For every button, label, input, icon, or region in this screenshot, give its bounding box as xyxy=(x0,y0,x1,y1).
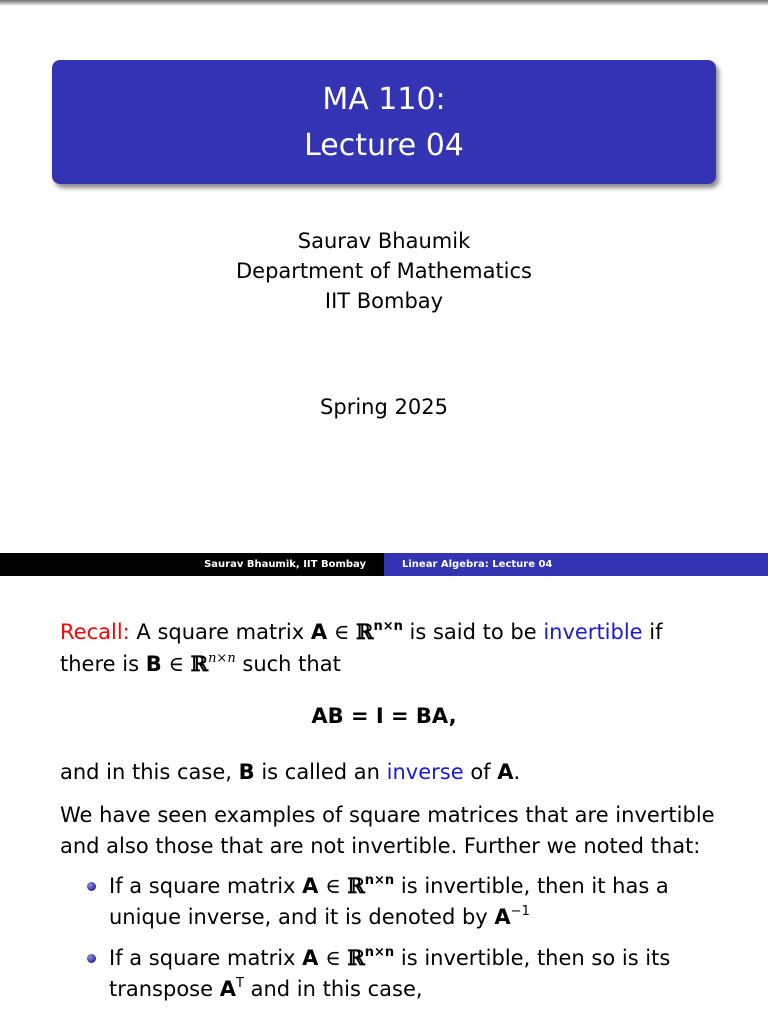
in-symbol: ∈ xyxy=(318,946,348,970)
matrix-a: A xyxy=(219,977,236,1001)
text: is called an xyxy=(254,760,387,784)
definition-paragraph xyxy=(60,616,720,680)
matrix-b: B xyxy=(145,652,162,676)
content-slide xyxy=(0,576,768,1024)
department: Department of Mathematics xyxy=(236,259,532,283)
title-line-1: MA 110: xyxy=(322,82,446,117)
dimension-bold: n×n xyxy=(373,619,403,634)
matrix-b: B xyxy=(238,760,255,784)
text: and in this case, xyxy=(60,760,239,784)
text: . xyxy=(513,760,521,784)
equation xyxy=(0,701,768,732)
invertible-term: invertible xyxy=(543,620,643,644)
text: and in this case, xyxy=(243,977,423,1001)
equation-text: AB = I = BA, xyxy=(311,704,457,728)
matrix-a: A xyxy=(310,620,328,644)
text: is invertible, then it has a unique inverse, and it is denoted by xyxy=(109,874,669,929)
matrix-a: A xyxy=(302,874,319,898)
reals-symbol: ℝ xyxy=(190,651,209,676)
inverse-superscript: −1 xyxy=(510,904,530,919)
footer-right: Linear Algebra: Lecture 04 xyxy=(384,553,768,576)
list-item xyxy=(60,942,720,1005)
reals-symbol: ℝ xyxy=(347,945,365,970)
in-symbol: ∈ xyxy=(327,620,356,644)
text: is said to be xyxy=(402,620,544,644)
title-box xyxy=(52,60,716,184)
in-symbol: ∈ xyxy=(318,874,348,898)
recall-label: Recall: xyxy=(60,620,130,644)
author-name: Saurav Bhaumik xyxy=(297,229,471,253)
author-block xyxy=(0,226,768,316)
title-line-2: Lecture 04 xyxy=(304,128,464,163)
date: Spring 2025 xyxy=(320,395,448,419)
dimension-italic: n×n xyxy=(208,651,236,666)
institute: IIT Bombay xyxy=(324,289,444,313)
inverse-term: inverse xyxy=(386,760,464,784)
text: of xyxy=(463,760,498,784)
in-symbol: ∈ xyxy=(161,652,191,676)
matrix-a: A xyxy=(494,905,511,929)
text: if xyxy=(642,620,663,644)
examples-paragraph: We have seen examples of square matrices that are invertible and also those that are not invertible. Further we noted that: xyxy=(60,803,715,858)
matrix-a: A xyxy=(302,946,319,970)
blue-sphere-bullet-icon xyxy=(87,882,96,891)
text: there is xyxy=(60,652,146,676)
blue-sphere-bullet-icon xyxy=(87,954,96,963)
text: If a square matrix xyxy=(109,946,303,970)
text: such that xyxy=(235,652,341,676)
inverse-definition xyxy=(60,757,720,788)
text: A square matrix xyxy=(129,620,311,644)
reals-symbol: ℝ xyxy=(355,619,374,644)
reals-symbol: ℝ xyxy=(347,873,365,898)
text: If a square matrix xyxy=(109,874,303,898)
list-item xyxy=(60,870,720,933)
matrix-a: A xyxy=(497,760,514,784)
footer-left: Saurav Bhaumik, IIT Bombay xyxy=(0,553,384,576)
bullet-list xyxy=(60,870,720,1014)
dimension-bold: n×n xyxy=(364,945,395,960)
dimension-bold: n×n xyxy=(364,873,395,888)
transpose-superscript: T xyxy=(235,976,244,991)
slide-footer xyxy=(0,553,768,576)
text: is invertible, then so is its transpose xyxy=(109,946,671,1001)
